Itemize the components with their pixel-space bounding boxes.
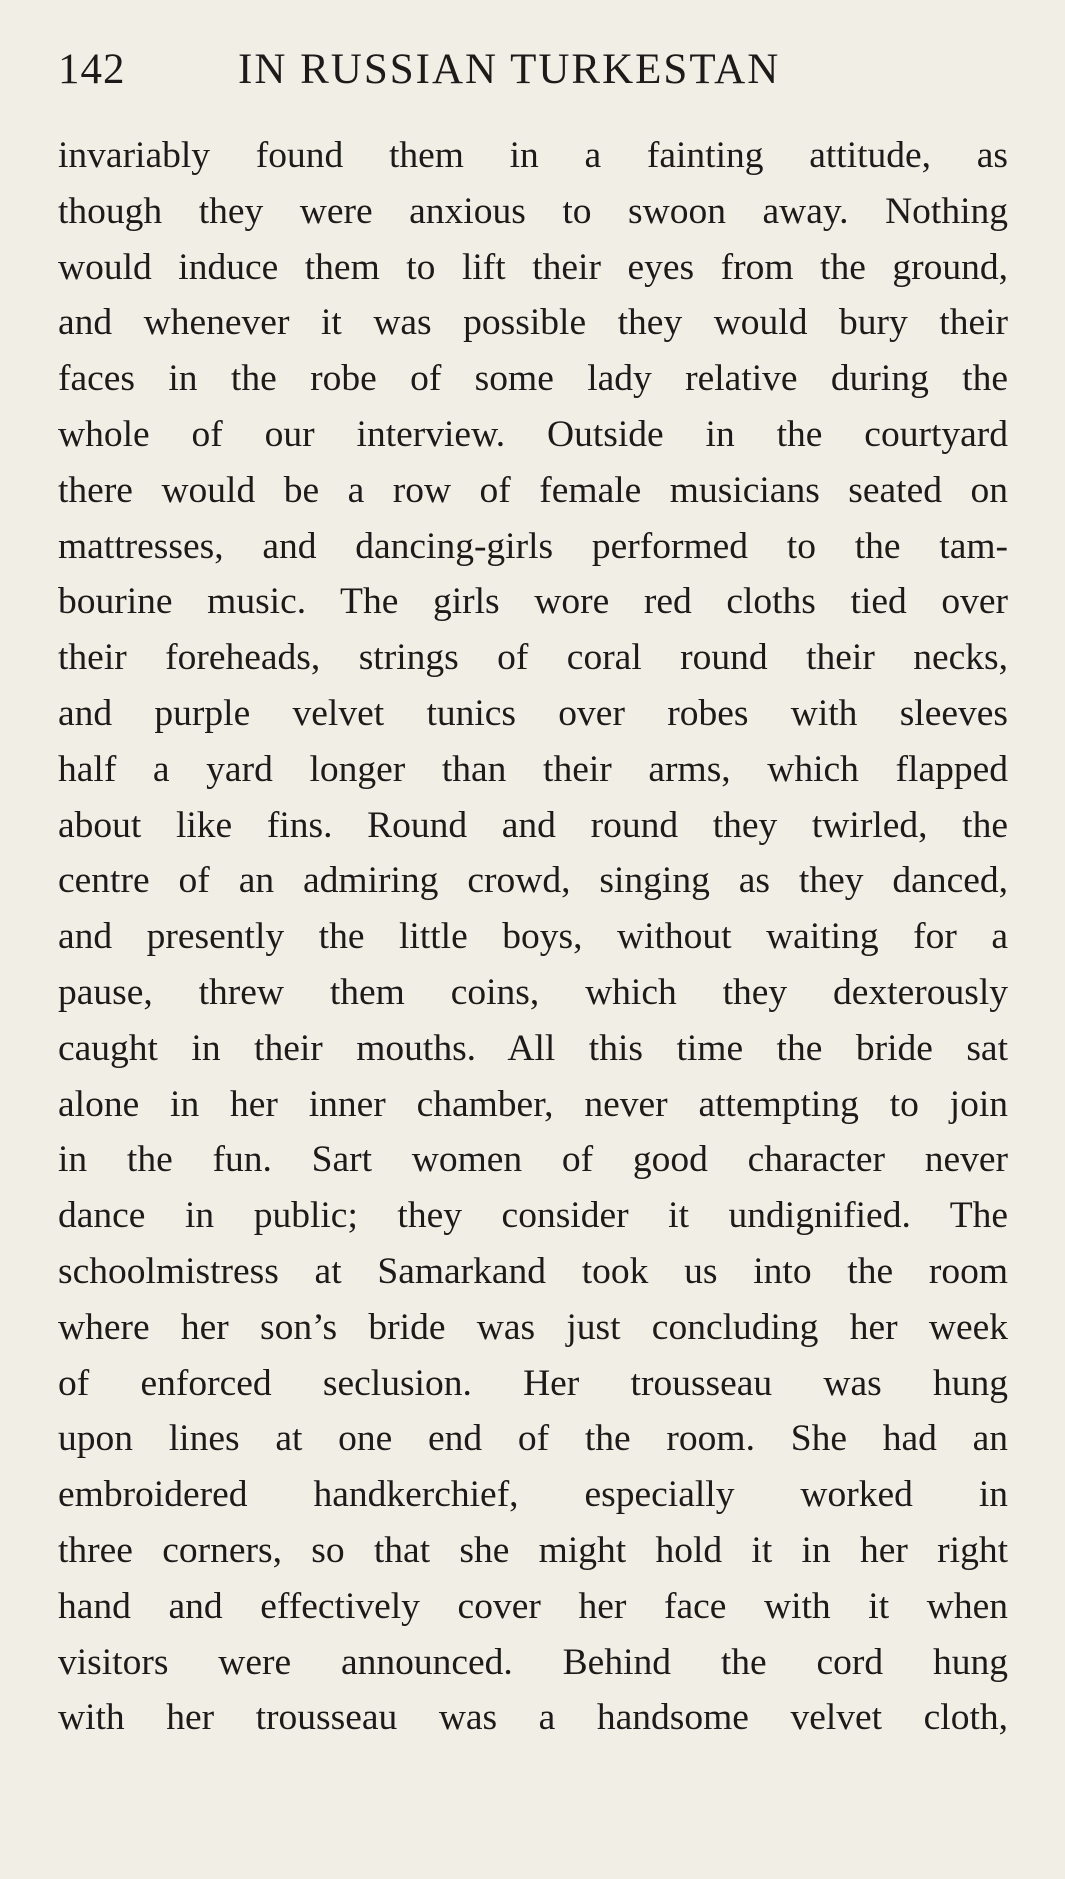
text-line: though they were anxious to swoon away. Nothing bbox=[58, 190, 1008, 232]
body-text bbox=[58, 128, 1008, 1746]
running-title: IN RUSSIAN TURKESTAN bbox=[238, 46, 781, 93]
text-line: centre of an admiring crowd, singing as they danced, bbox=[58, 860, 1008, 902]
text-line: dance in public; they consider it undignified. The bbox=[58, 1195, 1008, 1237]
text-line: hand and effectively cover her face with it when bbox=[58, 1585, 1008, 1627]
text-line: bourine music. The girls wore red cloths tied over bbox=[58, 581, 1008, 623]
text-line: alone in her inner chamber, never attempting to join bbox=[58, 1083, 1008, 1125]
text-line: half a yard longer than their arms, which flapped bbox=[58, 748, 1008, 790]
text-line: with her trousseau was a handsome velvet cloth, bbox=[58, 1697, 1008, 1739]
text-line: and presently the little boys, without waiting for a bbox=[58, 916, 1008, 958]
text-line: there would be a row of female musicians seated on bbox=[58, 469, 1008, 511]
text-line: three corners, so that she might hold it in her right bbox=[58, 1529, 1008, 1571]
text-line: embroidered handkerchief, especially worked in bbox=[58, 1474, 1008, 1516]
text-line: mattresses, and dancing-girls performed to the tam- bbox=[58, 525, 1008, 567]
text-line: faces in the robe of some lady relative during the bbox=[58, 358, 1008, 400]
text-line: where her son’s bride was just concluding her week bbox=[58, 1306, 1008, 1348]
text-line: caught in their mouths. All this time the bride sat bbox=[58, 1027, 1008, 1069]
text-line: their foreheads, strings of coral round their necks, bbox=[58, 637, 1008, 679]
text-line: of enforced seclusion. Her trousseau was hung bbox=[58, 1362, 1008, 1404]
text-line: in the fun. Sart women of good character never bbox=[58, 1139, 1008, 1181]
text-line: about like fins. Round and round they twirled, the bbox=[58, 804, 1008, 846]
text-line: schoolmistress at Samarkand took us into the room bbox=[58, 1250, 1008, 1292]
page-number: 142 bbox=[58, 46, 126, 93]
running-head bbox=[58, 40, 838, 100]
text-line: would induce them to lift their eyes from the ground, bbox=[58, 246, 1008, 288]
text-line: upon lines at one end of the room. She had an bbox=[58, 1418, 1008, 1460]
text-line: pause, threw them coins, which they dexterously bbox=[58, 971, 1008, 1013]
text-line: invariably found them in a fainting attitude, as bbox=[58, 135, 1008, 176]
text-line: and purple velvet tunics over robes with sleeves bbox=[58, 692, 1008, 734]
text-line: whole of our interview. Outside in the courtyard bbox=[58, 413, 1008, 455]
text-line: visitors were announced. Behind the cord hung bbox=[58, 1641, 1008, 1683]
text-line: and whenever it was possible they would bury their bbox=[58, 302, 1008, 344]
